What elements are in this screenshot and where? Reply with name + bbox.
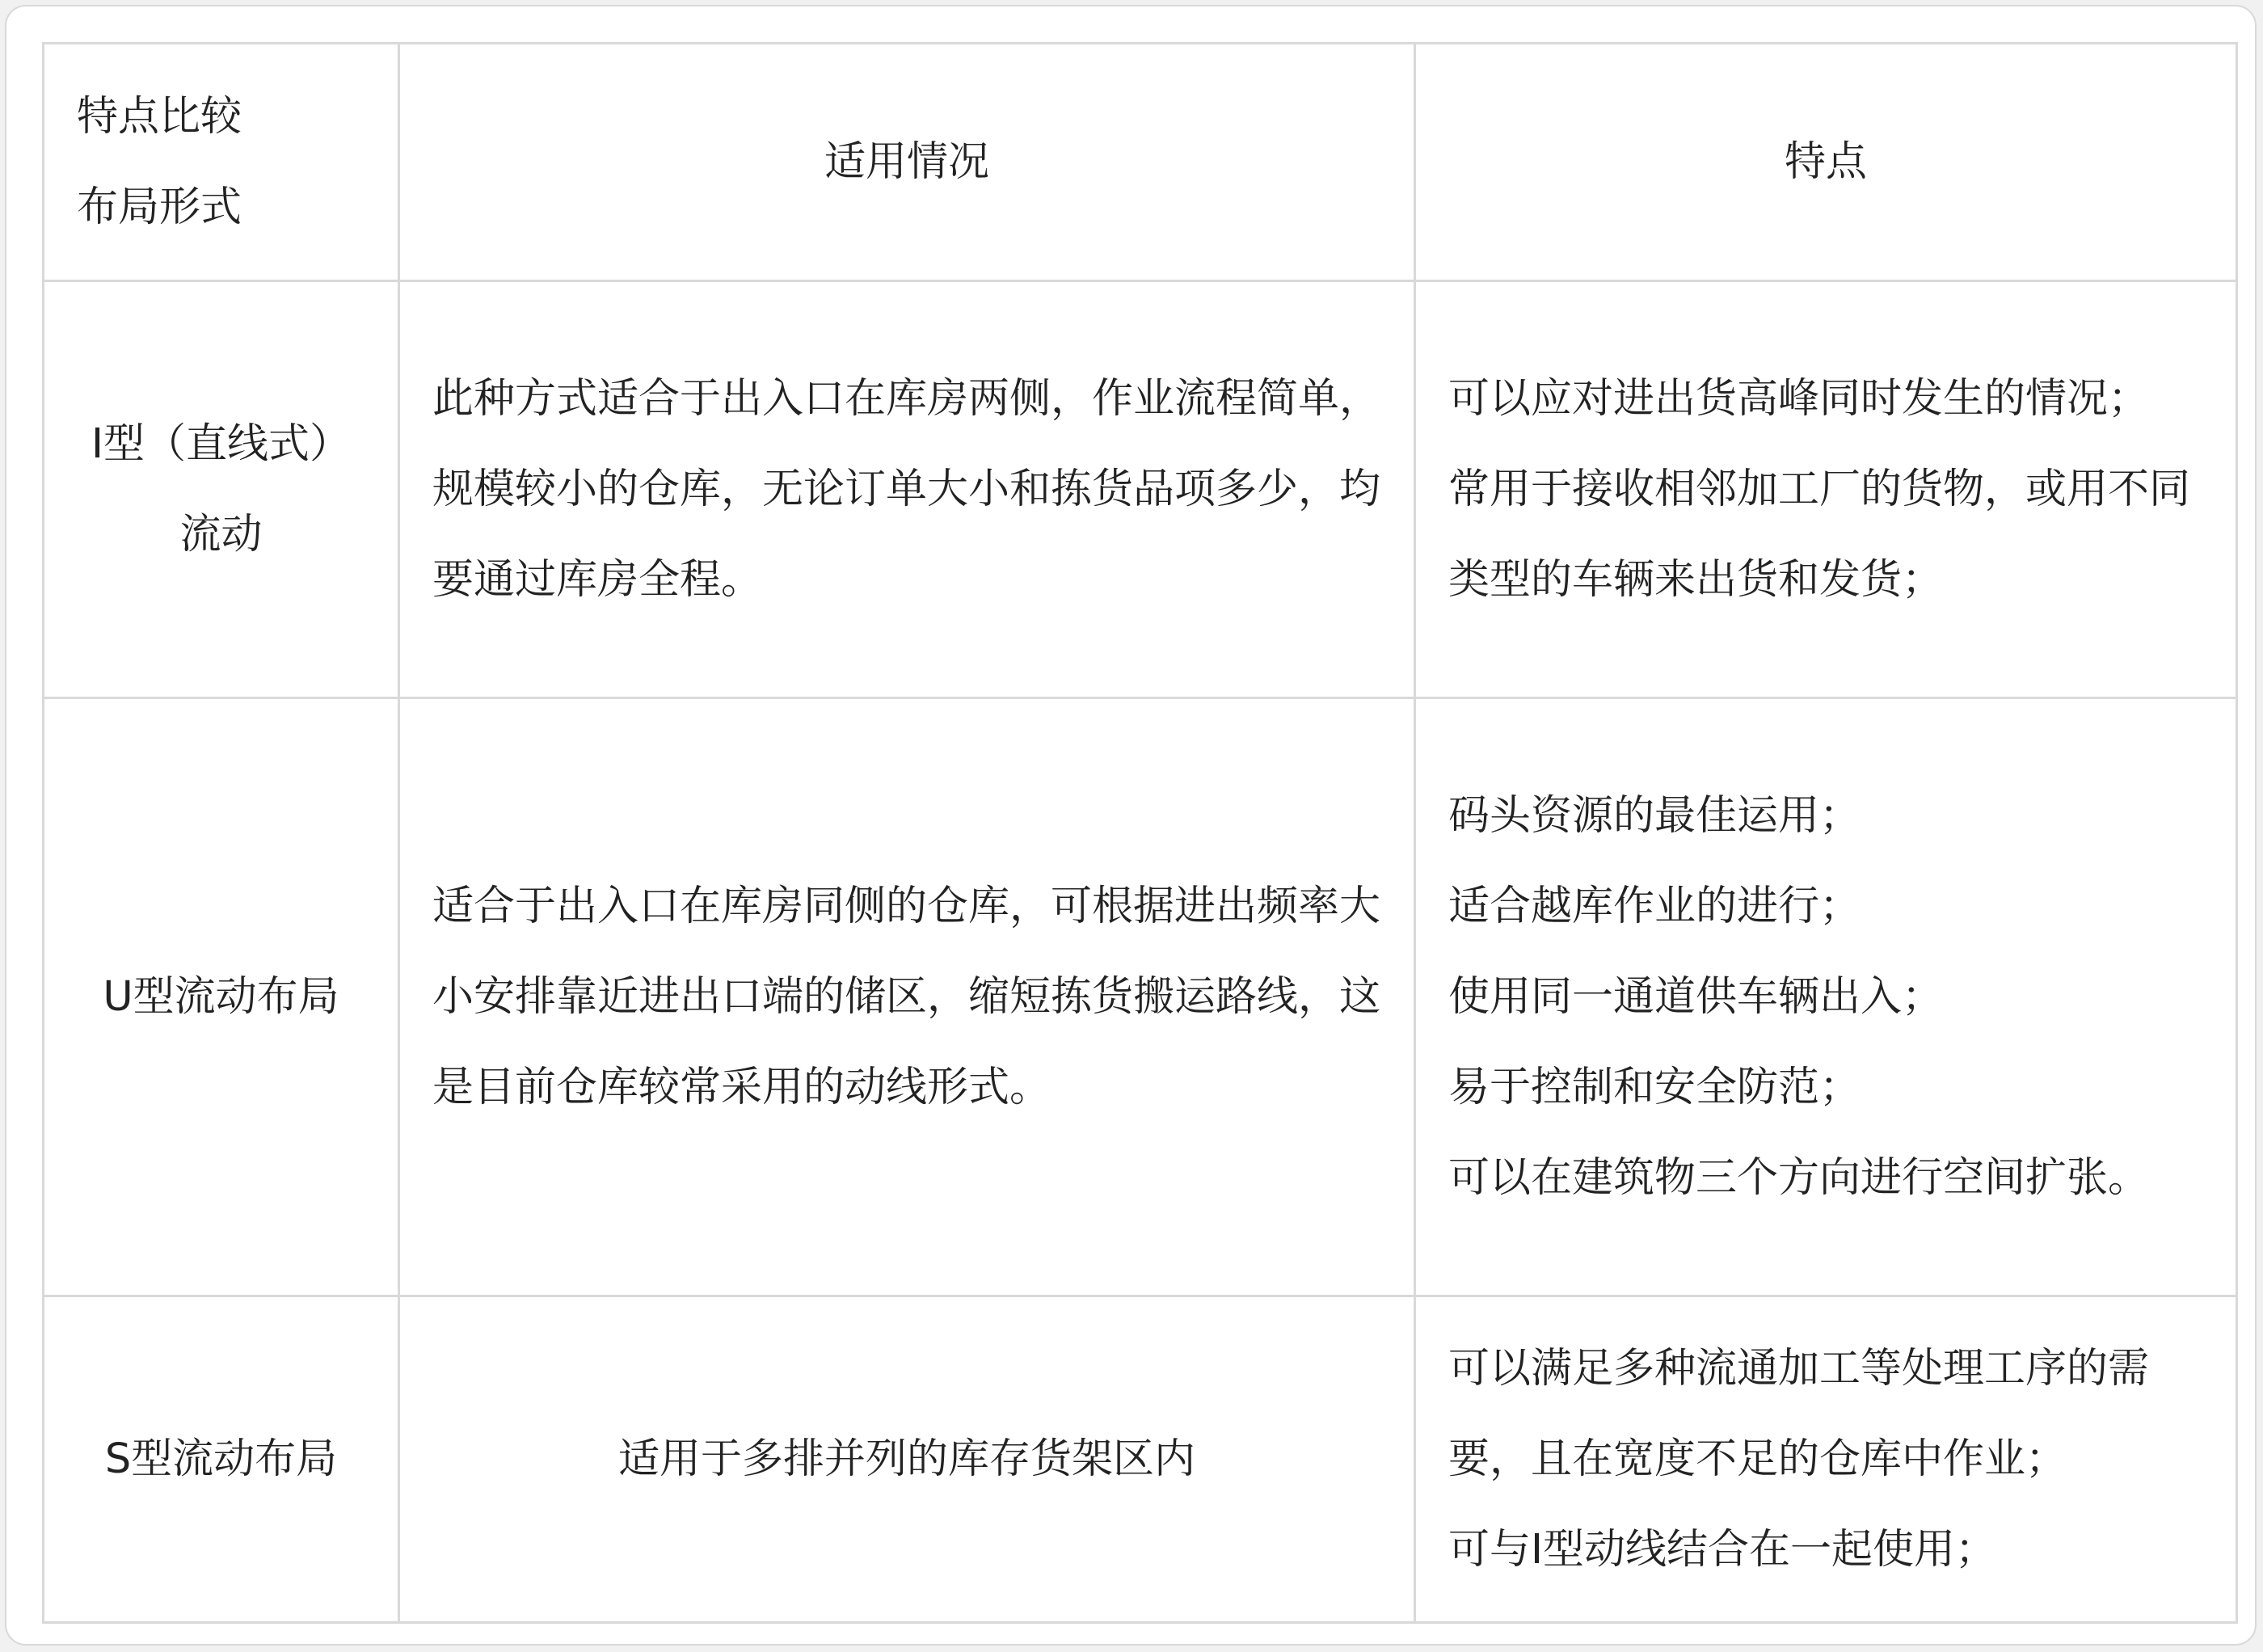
feature-item: 常用于接收相邻加工厂的货物，或用不同类型的车辆来出货和发货； — [1448, 465, 2191, 604]
layout-type-line2: 流动 — [179, 510, 263, 558]
table-row — [44, 281, 2237, 698]
applicable-cell: 适用于多排并列的库存货架区内 — [399, 1296, 1415, 1623]
corner-header-cell — [44, 44, 399, 281]
table-card — [5, 5, 2257, 1646]
features-cell — [1415, 281, 2237, 698]
feature-item: 可以应对进出货高峰同时发生的情况； — [1448, 374, 2150, 423]
feature-item: 可以满足多种流通加工等处理工序的需要，且在宽度不足的仓库中作业； — [1448, 1344, 2150, 1483]
feature-item: 易于控制和安全防范； — [1448, 1063, 1861, 1111]
feature-item: 使用同一通道供车辆出入； — [1448, 972, 1944, 1021]
layout-type-line1: I型（直线式） — [91, 419, 352, 468]
features-cell — [1415, 1296, 2237, 1623]
feature-item: 码头资源的最佳运用； — [1448, 791, 1861, 840]
corner-header-line1: 特点比较 — [77, 92, 242, 141]
layout-type-cell: S型流动布局 — [44, 1296, 399, 1623]
applicable-cell: 此种方式适合于出入口在库房两侧，作业流程简单，规模较小的仓库，无论订单大小和拣货品项多少，均要通过库房全程。 — [399, 281, 1415, 698]
applicable-cell: 适合于出入口在库房同侧的仓库，可根据进出频率大小安排靠近进出口端的储区，缩短拣货搬运路线，这是目前仓库较常采用的动线形式。 — [399, 698, 1415, 1296]
features-cell — [1415, 698, 2237, 1296]
header-features: 特点 — [1415, 44, 2237, 281]
table-row — [44, 698, 2237, 1296]
feature-item: 可与I型动线结合在一起使用； — [1448, 1525, 1997, 1574]
corner-header-line2: 布局形式 — [77, 183, 242, 231]
header-row — [44, 44, 2237, 281]
feature-item: 适合越库作业的进行； — [1448, 882, 1861, 930]
layout-type-cell: U型流动布局 — [44, 698, 399, 1296]
header-applicable: 适用情况 — [399, 44, 1415, 281]
feature-item: 可以在建筑物三个方向进行空间扩张。 — [1448, 1153, 2150, 1202]
layout-comparison-table — [42, 42, 2238, 1624]
layout-type-cell — [44, 281, 399, 698]
table-row — [44, 1296, 2237, 1623]
